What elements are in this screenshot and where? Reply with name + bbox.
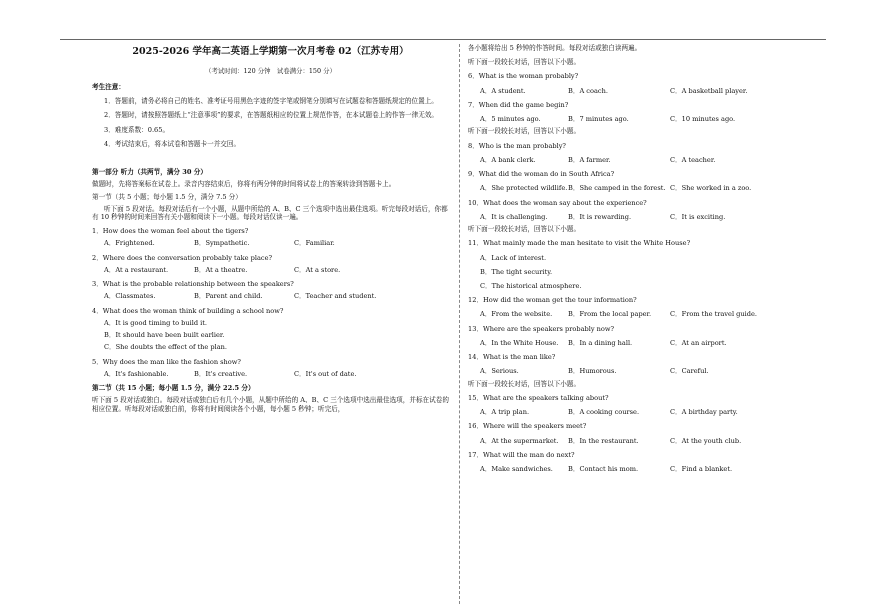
option[interactable]: C．She doubts the effect of the plan. (104, 343, 228, 352)
question-6: 6．What is the woman probably? (468, 72, 579, 81)
question-13: 13．Where are the speakers probably now? (468, 324, 615, 333)
option[interactable]: B．The tight security. (480, 267, 553, 276)
note-item: 2．答题时，请按照答题纸上“注意事项”的要求，在答题纸相应的位置上规范作答，在本试题卷上的作答一律无效。 (104, 111, 439, 120)
section1-intro: 听下面 5 段对话。每段对话后有一个小题，从题中所给的 A、B、C 三个选项中选出最佳选项。听完每段对话后，你都有 10 秒钟的时间来回答有关小题和阅读下一小题。每段对话仅读一遍。 (92, 204, 448, 221)
options-row (468, 184, 818, 192)
option[interactable]: C．It is exciting. (670, 212, 726, 221)
question-5: 5．Why does the man like the fashion show? (92, 357, 241, 366)
option[interactable]: B．In the restaurant. (568, 436, 639, 445)
option[interactable]: A．From the website. (480, 310, 553, 319)
option[interactable]: A．Lack of interest. (480, 253, 547, 262)
option[interactable]: A．A trip plan. (480, 408, 530, 417)
option[interactable]: A．In the White House. (480, 338, 559, 347)
option[interactable]: C．Find a blanket. (670, 465, 733, 474)
options-row (92, 239, 449, 247)
option[interactable]: C．The historical atmosphere. (480, 281, 582, 290)
option[interactable]: C．10 minutes ago. (670, 115, 736, 124)
option[interactable]: A．Serious. (480, 367, 519, 376)
part1-heading: 第一部分 听力（共两节，满分 30 分） (92, 168, 207, 177)
question-12: 12．How did the woman get the tour information? (468, 296, 637, 305)
option[interactable]: B．A farmer. (568, 155, 611, 164)
option[interactable]: A．Classmates. (104, 292, 156, 301)
options-row (468, 465, 818, 473)
option[interactable]: C．From the travel guide. (670, 310, 757, 319)
option[interactable]: B．A coach. (568, 86, 608, 95)
option[interactable]: C．At an airport. (670, 338, 727, 347)
option[interactable]: A．It's fashionable. (104, 369, 169, 378)
part1-intro: 做题时，先将答案标在试卷上。录音内容结束后，你将有两分钟的时间将试卷上的答案转涂到答题卡上。 (92, 180, 396, 189)
option[interactable]: A．At the supermarket. (480, 436, 559, 445)
question-2: 2．Where does the conversation probably take place? (92, 253, 273, 262)
option[interactable]: C．A birthday party. (670, 408, 738, 417)
option[interactable]: A．It is challenging. (480, 212, 548, 221)
note-item: 1．答题前，请务必将自己的姓名、准考证号用黑色字迹的签字笔或钢笔分别填写在试题卷和答题纸规定的位置上。 (104, 97, 438, 106)
options-row (468, 310, 818, 318)
question-1: 1．How does the woman feel about the tigers? (92, 227, 249, 236)
options-row (92, 292, 449, 300)
page-title: 2025-2026 学年高二英语上学期第一次月考卷 02（江苏专用） (132, 46, 409, 57)
option[interactable]: B．Contact his mom. (568, 465, 639, 474)
option[interactable]: B．It's creative. (194, 369, 248, 378)
option[interactable]: B．In a dining hall. (568, 338, 633, 347)
exam-meta: （考试时间：120 分钟 试卷满分：150 分） (205, 66, 336, 75)
section1-heading: 第一节（共 5 小题；每小题 1.5 分，满分 7.5 分） (92, 192, 242, 201)
question-15: 15．What are the speakers talking about? (468, 393, 609, 402)
note-item: 3．难度系数：0.65。 (104, 125, 170, 134)
option[interactable]: A．A bank clerk. (480, 155, 536, 164)
option[interactable]: C．A basketball player. (670, 86, 748, 95)
question-10: 10．What does the woman say about the experience? (468, 198, 647, 207)
option[interactable]: C．It's out of date. (294, 369, 357, 378)
option[interactable]: A．Make sandwiches. (480, 465, 553, 474)
options-row (92, 370, 449, 378)
dialog-prompt: 听下面一段较长对话，回答以下小题。 (468, 127, 581, 136)
question-14: 14．What is the man like? (468, 353, 556, 362)
top-rule (60, 39, 826, 40)
option[interactable]: A．5 minutes ago. (480, 115, 541, 124)
option[interactable]: B．A cooking course. (568, 408, 640, 417)
option[interactable]: A．It is good timing to build it. (104, 318, 208, 327)
section2-intro-continued: 各小题将给出 5 秒钟的作答时间。每段对话或独白读两遍。 (468, 44, 642, 52)
section2-intro: 听下面 5 段对话或独白。每段对话或独白后有几个小题，从题中所给的 A、B、C 三个选项中选出最佳选项，并标在试卷的相应位置。听每段对话或独白前，你将有时间阅读各个小题，每小题 5 秒钟；听完后， (92, 396, 449, 413)
left-column (92, 44, 449, 413)
options-row (92, 266, 449, 274)
option[interactable]: B．7 minutes ago. (568, 115, 629, 124)
option[interactable]: C．She worked in a zoo. (670, 184, 752, 193)
options-row (468, 213, 818, 221)
option[interactable]: B．It should have been built earlier. (104, 331, 225, 340)
options-row (468, 367, 818, 375)
question-8: 8．Who is the man probably? (468, 141, 566, 150)
options-row (468, 437, 818, 445)
option[interactable]: B．She camped in the forest. (568, 184, 666, 193)
option[interactable]: B．From the local paper. (568, 310, 652, 319)
option[interactable]: A．At a restaurant. (104, 265, 169, 274)
options-row (468, 87, 818, 95)
option[interactable]: B．Sympathetic. (194, 239, 250, 248)
option[interactable]: C．Careful. (670, 367, 709, 376)
question-17: 17．What will the man do next? (468, 450, 575, 459)
option[interactable]: C．Familiar. (294, 239, 335, 248)
column-divider (459, 44, 460, 604)
question-11: 11．What mainly made the man hesitate to visit the White House? (468, 239, 691, 248)
question-3: 3．What is the probable relationship between the speakers? (92, 280, 294, 289)
option[interactable]: C．At a store. (294, 265, 341, 274)
option[interactable]: A．She protected wildlife. (480, 184, 568, 193)
notes-heading: 考生注意： (92, 82, 125, 91)
section2-heading: 第二节（共 15 小题；每小题 1.5 分，满分 22.5 分） (92, 384, 255, 393)
option[interactable]: B．Parent and child. (194, 292, 263, 301)
question-9: 9．What did the woman do in South Africa? (468, 170, 615, 179)
option[interactable]: A．Frightened. (104, 239, 155, 248)
option[interactable]: A．A student. (480, 86, 526, 95)
option[interactable]: C．A teacher. (670, 155, 716, 164)
question-7: 7．When did the game begin? (468, 100, 569, 109)
option[interactable]: B．Humorous. (568, 367, 617, 376)
option[interactable]: B．At a theatre. (194, 265, 248, 274)
option[interactable]: C．Teacher and student. (294, 292, 377, 301)
question-4: 4．What does the woman think of building a school now? (92, 306, 284, 315)
question-16: 16．Where will the speakers meet? (468, 422, 587, 431)
dialog-prompt: 听下面一段较长对话，回答以下小题。 (468, 58, 581, 67)
option[interactable]: B．It is rewarding. (568, 212, 632, 221)
dialog-prompt: 听下面一段较长对话，回答以下小题。 (468, 379, 581, 388)
dialog-prompt: 听下面一段较长对话，回答以下小题。 (468, 225, 581, 234)
right-column (468, 44, 818, 473)
note-item: 4．考试结束后，将本试卷和答题卡一并交回。 (104, 139, 241, 148)
options-row (468, 115, 818, 123)
options-row (468, 339, 818, 347)
options-row (468, 156, 818, 164)
option[interactable]: C．At the youth club. (670, 436, 742, 445)
options-row (468, 408, 818, 416)
